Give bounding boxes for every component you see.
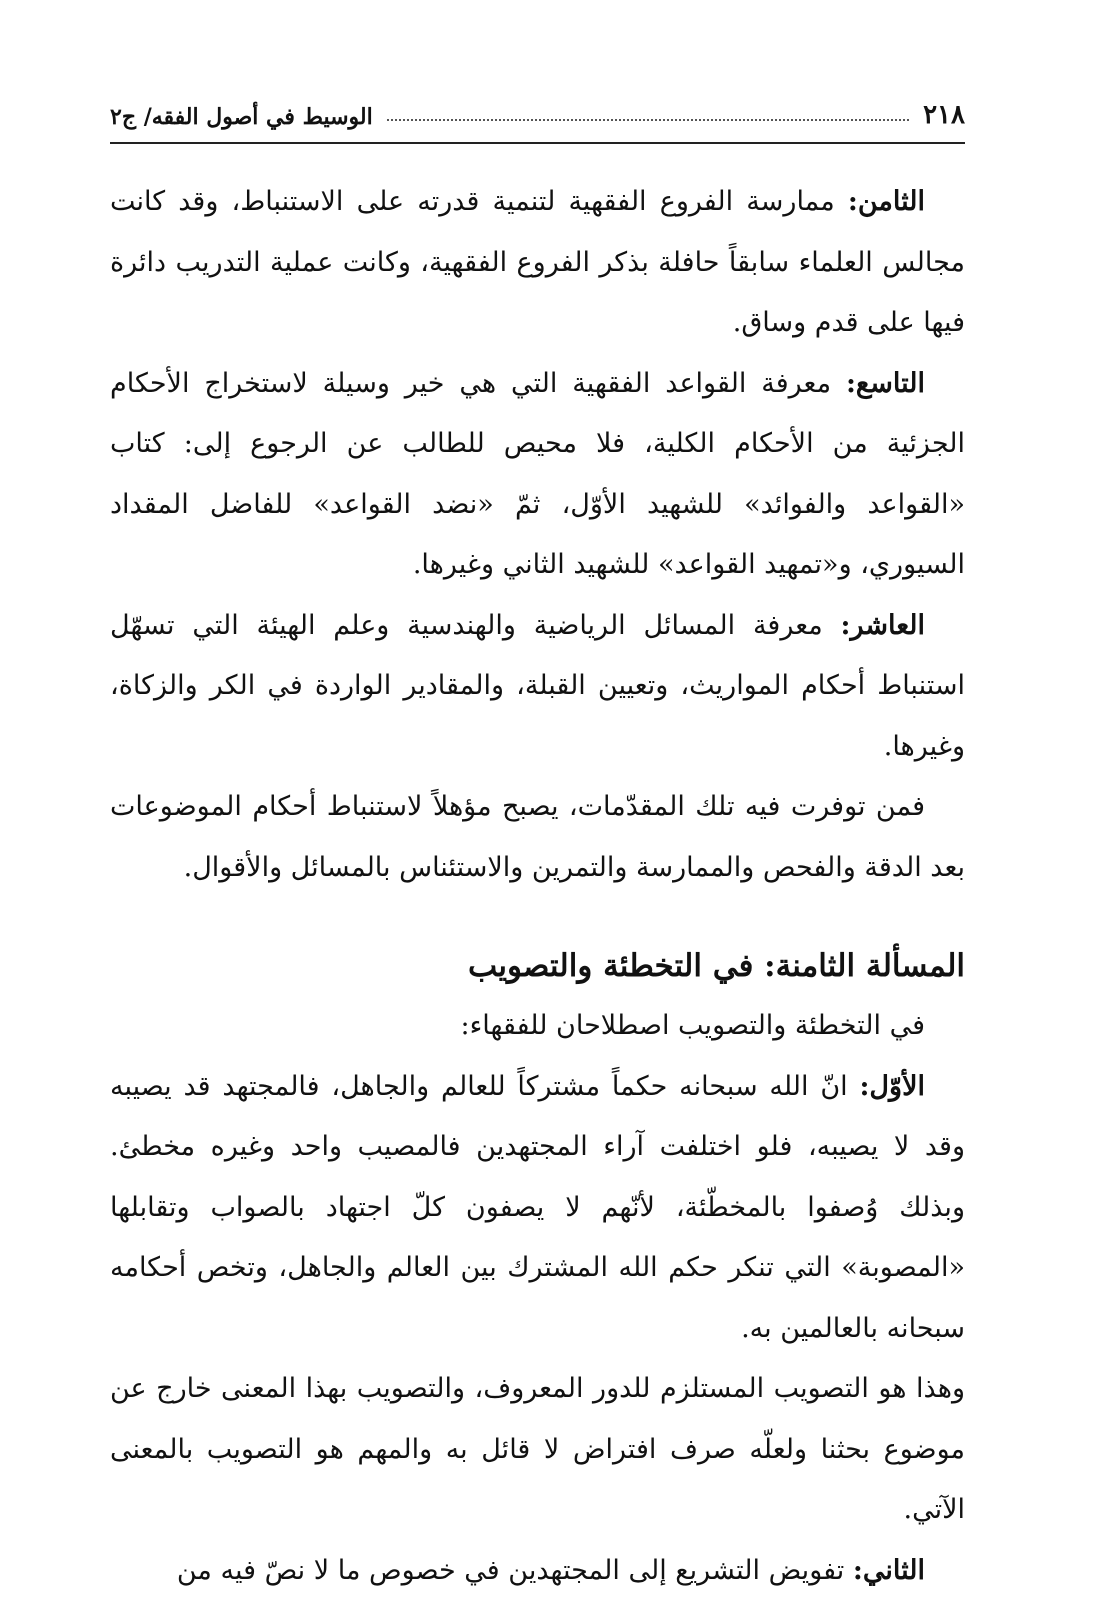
- page-body: [110, 172, 965, 1601]
- paragraph-lead: العاشر:: [840, 609, 925, 641]
- running-header: [110, 80, 965, 130]
- paragraph-text: تفويض التشريع إلى المجتهدين في خصوص ما لا نصّ فيه من: [176, 1554, 853, 1586]
- paragraph-text: معرفة المسائل الرياضية والهندسية وعلم الهيئة التي تسهّل استنباط أحكام المواريث، وتعيين القبلة، والمقادير الواردة في الكر والزكاة، وغيرها.: [110, 609, 965, 762]
- paragraph-eighth: [110, 172, 965, 354]
- paragraph-first: [110, 1057, 965, 1360]
- paragraph-conclusion: فمن توفرت فيه تلك المقدّمات، يصبح مؤهلاً لاستنباط أحكام الموضوعات بعد الدقة والفحص والممارسة والتمرين والاستئناس بالمسائل والأقوال.: [110, 791, 965, 883]
- header-rule: [110, 142, 965, 144]
- paragraph-lead: الأوّل:: [859, 1070, 925, 1102]
- section-heading: المسألة الثامنة: في التخطئة والتصويب: [467, 948, 965, 984]
- book-page: [110, 80, 965, 1601]
- paragraph-lead: الثامن:: [847, 186, 925, 217]
- paragraph-intro: في التخطئة والتصويب اصطلاحان للفقهاء:: [460, 1010, 925, 1041]
- paragraph-tenth: [110, 596, 965, 778]
- book-title: الوسيط في أصول الفقه/ ج٢: [110, 104, 373, 130]
- paragraph-first-continued: وهذا هو التصويب المستلزم للدور المعروف، والتصويب بهذا المعنى خارج عن موضوع بحثنا ولعلّه صرف افتراض لا قائل به والمهم هو التصويب بالمعنى الآتي.: [110, 1373, 965, 1525]
- paragraph-lead: التاسع:: [845, 367, 925, 399]
- paragraph-text: ممارسة الفروع الفقهية لتنمية قدرته على الاستنباط، وقد كانت مجالس العلماء سابقاً حافلة بذكر الفروع الفقهية، وكانت عملية التدريب دائرة فيها على قدم وساق.: [110, 186, 965, 338]
- paragraph-second: [110, 1541, 965, 1602]
- paragraph-text: معرفة القواعد الفقهية التي هي خير وسيلة لاستخراج الأحكام الجزئية من الأحكام الكلية، فلا محيص للطالب عن الرجوع إلى: كتاب «القواعد والفوائد» للشهيد الأوّل، ثمّ «نضد القواعد» للفاضل المقداد السيوري، و«تمهيد القواعد» للشهيد الثاني وغيرها.: [110, 367, 965, 580]
- paragraph-text: انّ الله سبحانه حكماً مشتركاً للعالم والجاهل، فالمجتهد قد يصيبه وقد لا يصيبه، فلو اختلفت آراء المجتهدين فالمصيب واحد وغيره مخطئ. وبذلك وُصفوا بالمخطّئة، لأنّهم لا يصفون كلّ اجتهاد بالصواب وتقابلها «المصوبة» التي تنكر حكم الله المشترك بين العالم والجاهل، وتخص أحكامه سبحانه بالعالمين به.: [110, 1070, 965, 1344]
- page-number: ٢١٨: [923, 100, 965, 130]
- paragraph-lead: الثاني:: [852, 1554, 925, 1586]
- paragraph-ninth: [110, 354, 965, 596]
- header-leader-dots: [387, 119, 909, 121]
